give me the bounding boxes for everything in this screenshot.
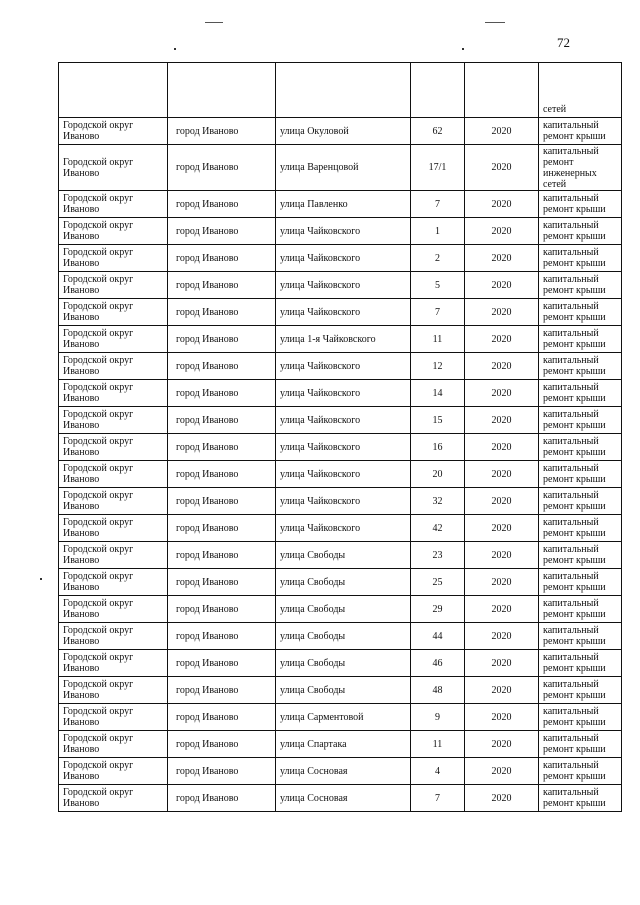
district-cell: Городской округ Иваново — [59, 326, 168, 353]
house-number-cell: 29 — [411, 596, 465, 623]
table-row — [59, 326, 622, 353]
city-cell: город Иваново — [168, 145, 276, 191]
table-row — [59, 731, 622, 758]
year-cell: 2020 — [465, 731, 539, 758]
year-cell: 2020 — [465, 353, 539, 380]
table-row — [59, 245, 622, 272]
year-cell: 2020 — [465, 407, 539, 434]
work-type-cell: капитальный ремонт крыши — [539, 407, 622, 434]
registry-table — [58, 62, 622, 812]
work-type-cell: капитальный ремонт крыши — [539, 677, 622, 704]
work-type-cell: капитальный ремонт крыши — [539, 380, 622, 407]
table-row — [59, 218, 622, 245]
continuation-city-cell — [168, 63, 276, 118]
street-cell: улица Чайковского — [276, 272, 411, 299]
district-cell: Городской округ Иваново — [59, 650, 168, 677]
continuation-year-cell — [465, 63, 539, 118]
city-cell: город Иваново — [168, 623, 276, 650]
street-cell: улица 1-я Чайковского — [276, 326, 411, 353]
city-cell: город Иваново — [168, 704, 276, 731]
district-cell: Городской округ Иваново — [59, 118, 168, 145]
house-number-cell: 7 — [411, 785, 465, 812]
street-cell: улица Спартака — [276, 731, 411, 758]
street-cell: улица Варенцовой — [276, 145, 411, 191]
registry-table-body — [59, 63, 622, 812]
work-type-cell: капитальный ремонт крыши — [539, 299, 622, 326]
district-cell: Городской округ Иваново — [59, 623, 168, 650]
house-number-cell: 4 — [411, 758, 465, 785]
scan-artifact-dot — [462, 48, 464, 50]
year-cell: 2020 — [465, 542, 539, 569]
street-cell: улица Чайковского — [276, 299, 411, 326]
scan-artifact-line — [485, 22, 505, 23]
year-cell: 2020 — [465, 434, 539, 461]
district-cell: Городской округ Иваново — [59, 488, 168, 515]
district-cell: Городской округ Иваново — [59, 731, 168, 758]
work-type-cell: капитальный ремонт крыши — [539, 758, 622, 785]
street-cell: улица Свободы — [276, 650, 411, 677]
street-cell: улица Свободы — [276, 677, 411, 704]
work-type-cell: капитальный ремонт крыши — [539, 218, 622, 245]
street-cell: улица Чайковского — [276, 515, 411, 542]
street-cell: улица Чайковского — [276, 407, 411, 434]
year-cell: 2020 — [465, 785, 539, 812]
street-cell: улица Чайковского — [276, 461, 411, 488]
table-row — [59, 515, 622, 542]
table-row — [59, 461, 622, 488]
district-cell: Городской округ Иваново — [59, 596, 168, 623]
city-cell: город Иваново — [168, 218, 276, 245]
district-cell: Городской округ Иваново — [59, 145, 168, 191]
work-type-cell: капитальный ремонт крыши — [539, 488, 622, 515]
year-cell: 2020 — [465, 623, 539, 650]
table-row — [59, 118, 622, 145]
year-cell: 2020 — [465, 596, 539, 623]
work-type-cell: капитальный ремонт крыши — [539, 245, 622, 272]
continuation-house-cell — [411, 63, 465, 118]
district-cell: Городской округ Иваново — [59, 461, 168, 488]
house-number-cell: 14 — [411, 380, 465, 407]
table-row — [59, 434, 622, 461]
street-cell: улица Сосновая — [276, 758, 411, 785]
page-number: 72 — [557, 35, 570, 50]
city-cell: город Иваново — [168, 731, 276, 758]
table-row — [59, 407, 622, 434]
district-cell: Городской округ Иваново — [59, 515, 168, 542]
continuation-work-cell: сетей — [539, 63, 622, 118]
work-type-cell: капитальный ремонт крыши — [539, 461, 622, 488]
city-cell: город Иваново — [168, 272, 276, 299]
city-cell: город Иваново — [168, 488, 276, 515]
year-cell: 2020 — [465, 515, 539, 542]
house-number-cell: 9 — [411, 704, 465, 731]
work-type-cell: капитальный ремонт инженерных сетей — [539, 145, 622, 191]
continuation-street-cell — [276, 63, 411, 118]
city-cell: город Иваново — [168, 326, 276, 353]
table-row — [59, 650, 622, 677]
district-cell: Городской округ Иваново — [59, 677, 168, 704]
street-cell: улица Чайковского — [276, 488, 411, 515]
city-cell: город Иваново — [168, 118, 276, 145]
year-cell: 2020 — [465, 677, 539, 704]
house-number-cell: 15 — [411, 407, 465, 434]
table-row — [59, 272, 622, 299]
street-cell: улица Чайковского — [276, 218, 411, 245]
district-cell: Городской округ Иваново — [59, 569, 168, 596]
street-cell: улица Сосновая — [276, 785, 411, 812]
year-cell: 2020 — [465, 461, 539, 488]
city-cell: город Иваново — [168, 380, 276, 407]
city-cell: город Иваново — [168, 650, 276, 677]
work-type-cell: капитальный ремонт крыши — [539, 542, 622, 569]
street-cell: улица Свободы — [276, 542, 411, 569]
city-cell: город Иваново — [168, 461, 276, 488]
year-cell: 2020 — [465, 704, 539, 731]
house-number-cell: 20 — [411, 461, 465, 488]
city-cell: город Иваново — [168, 353, 276, 380]
street-cell: улица Сарментовой — [276, 704, 411, 731]
table-row — [59, 704, 622, 731]
table-row — [59, 596, 622, 623]
house-number-cell: 25 — [411, 569, 465, 596]
district-cell: Городской округ Иваново — [59, 785, 168, 812]
table-row — [59, 191, 622, 218]
house-number-cell: 7 — [411, 191, 465, 218]
year-cell: 2020 — [465, 488, 539, 515]
city-cell: город Иваново — [168, 596, 276, 623]
house-number-cell: 23 — [411, 542, 465, 569]
continuation-row — [59, 63, 622, 118]
work-type-cell: капитальный ремонт крыши — [539, 731, 622, 758]
city-cell: город Иваново — [168, 785, 276, 812]
year-cell: 2020 — [465, 380, 539, 407]
street-cell: улица Свободы — [276, 596, 411, 623]
street-cell: улица Свободы — [276, 569, 411, 596]
year-cell: 2020 — [465, 245, 539, 272]
house-number-cell: 32 — [411, 488, 465, 515]
district-cell: Городской округ Иваново — [59, 245, 168, 272]
city-cell: город Иваново — [168, 245, 276, 272]
city-cell: город Иваново — [168, 542, 276, 569]
table-row — [59, 758, 622, 785]
work-type-cell: капитальный ремонт крыши — [539, 569, 622, 596]
city-cell: город Иваново — [168, 191, 276, 218]
table-row — [59, 299, 622, 326]
city-cell: город Иваново — [168, 299, 276, 326]
work-type-cell: капитальный ремонт крыши — [539, 704, 622, 731]
scan-artifact-dot — [174, 48, 176, 50]
work-type-cell: капитальный ремонт крыши — [539, 353, 622, 380]
city-cell: город Иваново — [168, 434, 276, 461]
house-number-cell: 2 — [411, 245, 465, 272]
house-number-cell: 11 — [411, 326, 465, 353]
city-cell: город Иваново — [168, 569, 276, 596]
work-type-cell: капитальный ремонт крыши — [539, 326, 622, 353]
house-number-cell: 17/1 — [411, 145, 465, 191]
table-row — [59, 380, 622, 407]
year-cell: 2020 — [465, 758, 539, 785]
house-number-cell: 16 — [411, 434, 465, 461]
district-cell: Городской округ Иваново — [59, 299, 168, 326]
table-row — [59, 353, 622, 380]
work-type-cell: капитальный ремонт крыши — [539, 272, 622, 299]
year-cell: 2020 — [465, 326, 539, 353]
district-cell: Городской округ Иваново — [59, 542, 168, 569]
district-cell: Городской округ Иваново — [59, 407, 168, 434]
house-number-cell: 48 — [411, 677, 465, 704]
street-cell: улица Павленко — [276, 191, 411, 218]
year-cell: 2020 — [465, 218, 539, 245]
house-number-cell: 7 — [411, 299, 465, 326]
scan-artifact-dot — [40, 578, 42, 580]
street-cell: улица Чайковского — [276, 380, 411, 407]
year-cell: 2020 — [465, 272, 539, 299]
street-cell: улица Свободы — [276, 623, 411, 650]
year-cell: 2020 — [465, 191, 539, 218]
street-cell: улица Чайковского — [276, 434, 411, 461]
year-cell: 2020 — [465, 118, 539, 145]
house-number-cell: 5 — [411, 272, 465, 299]
district-cell: Городской округ Иваново — [59, 218, 168, 245]
year-cell: 2020 — [465, 145, 539, 191]
house-number-cell: 11 — [411, 731, 465, 758]
district-cell: Городской округ Иваново — [59, 434, 168, 461]
work-type-cell: капитальный ремонт крыши — [539, 434, 622, 461]
table-row — [59, 623, 622, 650]
house-number-cell: 1 — [411, 218, 465, 245]
city-cell: город Иваново — [168, 677, 276, 704]
work-type-cell: капитальный ремонт крыши — [539, 191, 622, 218]
district-cell: Городской округ Иваново — [59, 704, 168, 731]
continuation-district-cell — [59, 63, 168, 118]
house-number-cell: 62 — [411, 118, 465, 145]
table-row — [59, 542, 622, 569]
city-cell: город Иваново — [168, 407, 276, 434]
house-number-cell: 44 — [411, 623, 465, 650]
year-cell: 2020 — [465, 569, 539, 596]
scan-artifact-line — [205, 22, 223, 23]
table-row — [59, 488, 622, 515]
work-type-cell: капитальный ремонт крыши — [539, 623, 622, 650]
table-row — [59, 569, 622, 596]
work-type-cell: капитальный ремонт крыши — [539, 515, 622, 542]
work-type-cell: капитальный ремонт крыши — [539, 650, 622, 677]
work-type-cell: капитальный ремонт крыши — [539, 118, 622, 145]
house-number-cell: 12 — [411, 353, 465, 380]
district-cell: Городской округ Иваново — [59, 191, 168, 218]
work-type-cell: капитальный ремонт крыши — [539, 596, 622, 623]
year-cell: 2020 — [465, 299, 539, 326]
house-number-cell: 42 — [411, 515, 465, 542]
table-row — [59, 677, 622, 704]
city-cell: город Иваново — [168, 758, 276, 785]
street-cell: улица Чайковского — [276, 245, 411, 272]
year-cell: 2020 — [465, 650, 539, 677]
district-cell: Городской округ Иваново — [59, 380, 168, 407]
street-cell: улица Окуловой — [276, 118, 411, 145]
district-cell: Городской округ Иваново — [59, 272, 168, 299]
district-cell: Городской округ Иваново — [59, 758, 168, 785]
city-cell: город Иваново — [168, 515, 276, 542]
table-row — [59, 145, 622, 191]
district-cell: Городской округ Иваново — [59, 353, 168, 380]
work-type-cell: капитальный ремонт крыши — [539, 785, 622, 812]
table-row — [59, 785, 622, 812]
street-cell: улица Чайковского — [276, 353, 411, 380]
house-number-cell: 46 — [411, 650, 465, 677]
